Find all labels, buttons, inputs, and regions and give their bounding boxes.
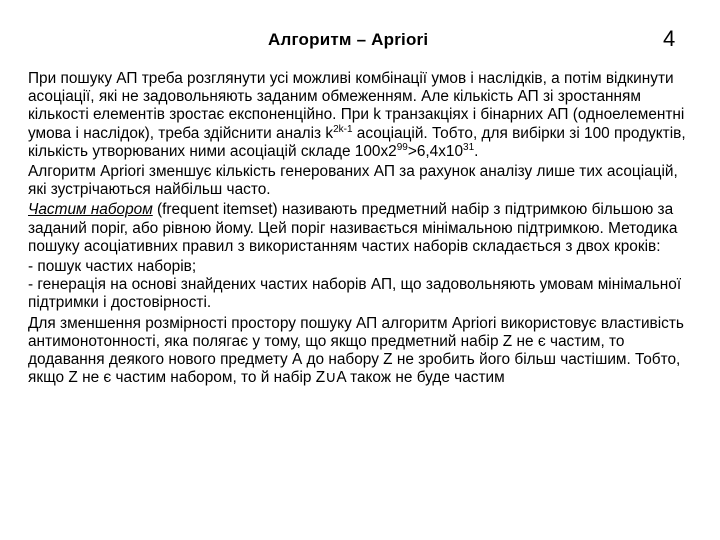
slide-body	[28, 70, 700, 389]
slide-title: Алгоритм – Apriori	[268, 30, 429, 49]
superscript: 2k-1	[333, 123, 353, 135]
step-item-1: - пошук частих наборів;	[28, 258, 197, 276]
term-frequent-itemset: Частим набором	[28, 201, 153, 219]
step-item-2: - генерація на основі знайдених частих наборів АП, що задовольняють умовам мінімальної підтримки і достовірності.	[28, 276, 682, 312]
text-segment: (frequent itemset) називають предметний набір з підтримкою більшою за заданий поріг, або рівною йому. Цей поріг називається мінімальною підтримкою. Методика пошуку асоціативних правил з використанням частих наборів складається з двох кроків:	[28, 201, 678, 255]
text-segment: При пошуку АП треба розглянути усі можливі комбінації умов і наслідків, а потім відкинути асоціації, які не задовольняють заданим обмеженням. Але кількість АП зі зростанням кількості елементів зростає експоненційно. При k транзакціях і бінарних АП (одноелементні умова і наслідок), треба здійснити аналіз k	[28, 70, 685, 142]
paragraph-search-complexity	[28, 70, 700, 161]
paragraph-antimonotonicity: Для зменшення розмірності простору пошуку АП алгоритм Apriori використовує властивість антимонотонності, яка полягає у тому, що якщо предметний набір Z не є частим, то додавання деякого нового предмету А до набору Z не зробить його більш частішим. Тобто, якщо Z не є частим набором, то й набір Z∪A також не буде частим	[28, 314, 684, 387]
text-segment: >6,4x10	[407, 142, 464, 160]
paragraph-apriori-reduction: Алгоритм Apriori зменшує кількість генерованих АП за рахунок аналізу лише тих асоціацій, які зустрічаються найбільш часто.	[28, 163, 678, 199]
superscript: 99	[396, 141, 408, 153]
text-segment: .	[474, 142, 479, 160]
superscript: 31	[463, 141, 475, 153]
slide-number: 4	[663, 26, 676, 51]
text-segment: асоціацій. Тобто, для вибірки зі 100 продуктів, кількість утворюваних ними асоціацій складе 100x2	[28, 124, 686, 160]
paragraph-frequent-itemset	[28, 201, 700, 256]
